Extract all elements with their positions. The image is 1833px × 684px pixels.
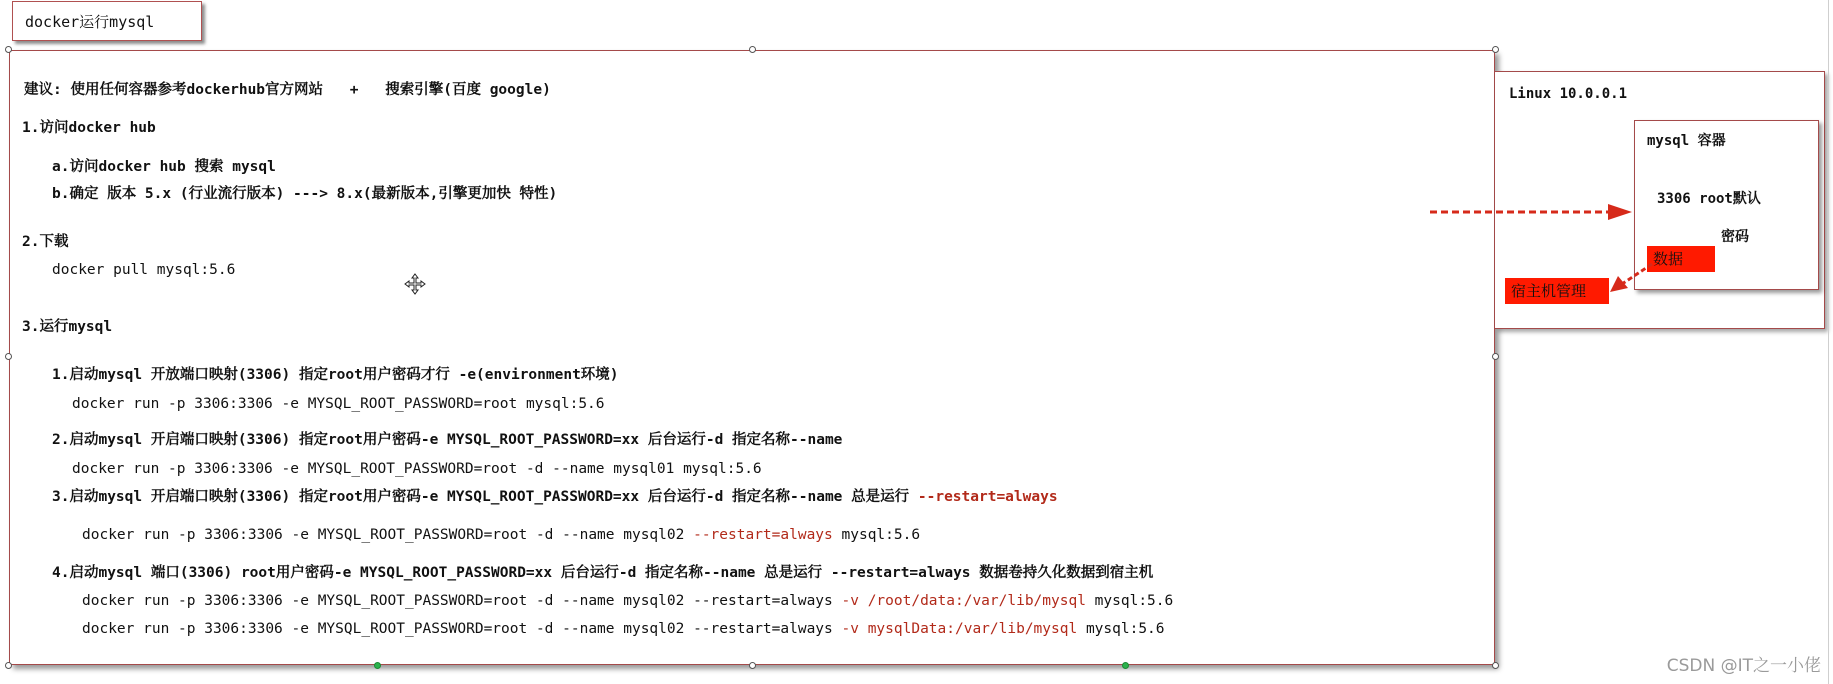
arrow-to-container-icon: [1428, 198, 1633, 226]
resize-handle-top-center[interactable]: [749, 46, 756, 53]
linux-label: Linux 10.0.0.1: [1509, 86, 1628, 102]
resize-handle-middle-left[interactable]: [5, 353, 12, 360]
resize-handle-middle-right[interactable]: [1492, 353, 1499, 360]
data-label[interactable]: 数据: [1647, 246, 1715, 272]
connection-point-bottom-left[interactable]: [374, 662, 381, 669]
host-management-label[interactable]: 宿主机管理: [1505, 278, 1609, 304]
step3-item4-cmd1-volume: -v /root/data:/var/lib/mysql: [841, 593, 1086, 609]
move-cursor-icon: [404, 273, 426, 295]
step3-item4-cmd1: [82, 591, 1173, 611]
step1-b: b.确定 版本 5.x (行业流行版本) ---> 8.x(最新版本,引擎更加快 特性): [52, 186, 558, 202]
intro-prefix: 建议: 使用任何容器参考dockerhub官方网站: [24, 82, 324, 98]
page-title: docker运行mysql: [12, 1, 202, 41]
step2-cmd: docker pull mysql:5.6: [52, 262, 236, 278]
step3-item4-cmd2: [82, 619, 1165, 639]
intro-plus: +: [349, 82, 359, 98]
step3-item3-desc: [52, 487, 1058, 507]
step3-item4-cmd1-post: mysql:5.6: [1094, 593, 1174, 609]
step3-item1-cmd: docker run -p 3306:3306 -e MYSQL_ROOT_PASSWORD=root mysql:5.6: [72, 396, 605, 412]
step1-heading: 1.访问docker hub: [22, 120, 156, 136]
step3-item4-desc: 4.启动mysql 端口(3306) root用户密码-e MYSQL_ROOT_PASSWORD=xx 后台运行-d 指定名称--name 总是运行 --restart=always 数据卷持久化数据到宿主机: [52, 565, 1154, 581]
resize-handle-bottom-left[interactable]: [5, 662, 12, 669]
intro-suffix: 搜索引擎(百度 google): [385, 82, 551, 98]
resize-handle-bottom-right[interactable]: [1492, 662, 1499, 669]
step3-item3-cmd-post: mysql:5.6: [841, 527, 921, 543]
step3-item3-desc-text: 3.启动mysql 开启端口映射(3306) 指定root用户密码-e MYSQL_ROOT_PASSWORD=xx 后台运行-d 指定名称--name 总是运行: [52, 489, 910, 505]
step3-item4-cmd1-pre: docker run -p 3306:3306 -e MYSQL_ROOT_PASSWORD=root -d --name mysql02 --restart=always: [82, 593, 833, 609]
container-port-text: 3306 root默认: [1657, 191, 1761, 207]
step3-item2-desc: 2.启动mysql 开启端口映射(3306) 指定root用户密码-e MYSQL_ROOT_PASSWORD=xx 后台运行-d 指定名称--name: [52, 432, 843, 448]
step3-item3-desc-restart: --restart=always: [917, 489, 1058, 505]
resize-handle-top-right[interactable]: [1492, 46, 1499, 53]
container-title: mysql 容器: [1647, 133, 1726, 149]
step3-item3-cmd-restart: --restart=always: [693, 527, 833, 543]
step3-item4-cmd2-post: mysql:5.6: [1085, 621, 1165, 637]
container-password-text: 密码: [1721, 229, 1749, 245]
step1-a: a.访问docker hub 搜索 mysql: [52, 159, 276, 175]
step3-item3-cmd: [82, 525, 920, 545]
step2-heading: 2.下载: [22, 234, 69, 250]
step3-item4-cmd2-pre: docker run -p 3306:3306 -e MYSQL_ROOT_PASSWORD=root -d --name mysql02 --restart=always: [82, 621, 833, 637]
scrollbar-edge: [1828, 0, 1829, 684]
step3-heading: 3.运行mysql: [22, 319, 113, 335]
step3-item1-desc: 1.启动mysql 开放端口映射(3306) 指定root用户密码才行 -e(environment环境): [52, 367, 619, 383]
watermark: CSDN @IT之一小佬: [1666, 656, 1821, 676]
step3-item3-cmd-pre: docker run -p 3306:3306 -e MYSQL_ROOT_PASSWORD=root -d --name mysql02: [82, 527, 685, 543]
intro-line: [24, 80, 551, 100]
connection-point-bottom-right[interactable]: [1122, 662, 1129, 669]
step3-item4-cmd2-volume: -v mysqlData:/var/lib/mysql: [841, 621, 1078, 637]
resize-handle-top-left[interactable]: [5, 46, 12, 53]
step3-item2-cmd: docker run -p 3306:3306 -e MYSQL_ROOT_PASSWORD=root -d --name mysql01 mysql:5.6: [72, 461, 762, 477]
arrow-to-host-icon: [1606, 262, 1654, 296]
resize-handle-bottom-center[interactable]: [749, 662, 756, 669]
main-text-box[interactable]: [9, 50, 1495, 665]
